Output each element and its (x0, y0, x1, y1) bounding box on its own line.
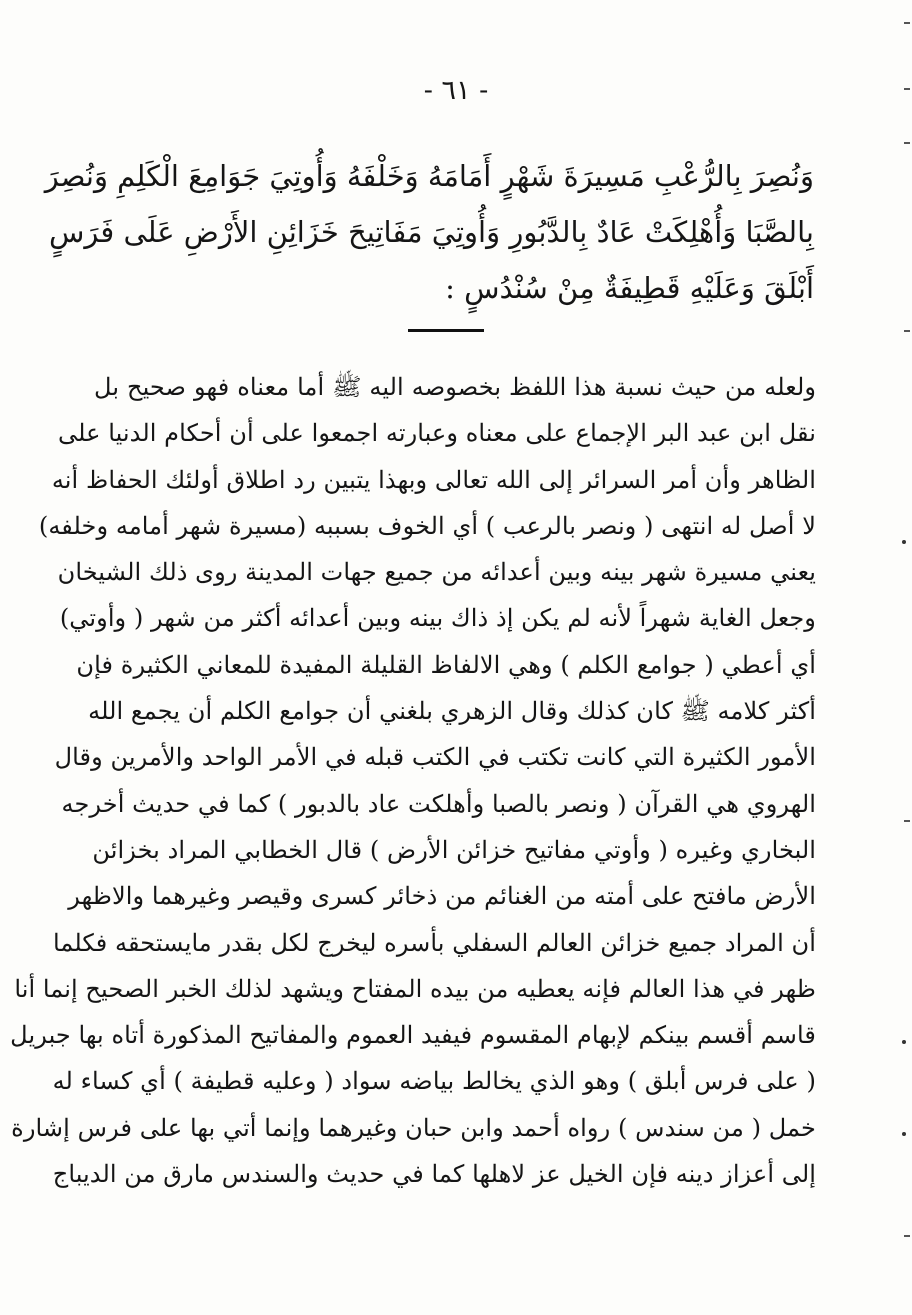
commentary-line: الهروي هي القرآن ( ونصر بالصبا وأهلكت عاد بالدبور ) كما في حديث أخرجه (61, 789, 816, 818)
scan-mark (904, 1235, 910, 1237)
commentary-line: ولعله من حيث نسبة هذا اللفظ بخصوصه اليه ﷺ أما معناه فهو صحيح بل (94, 373, 816, 401)
commentary-line: البخاري وغيره ( وأوتي مفاتيح خزائن الأرض ) قال الخطابي المراد بخزائن (92, 835, 816, 864)
commentary-text-block (10, 364, 816, 1197)
scan-mark (904, 22, 910, 24)
scan-mark (904, 330, 910, 332)
scan-dot (902, 1040, 906, 1044)
commentary-line: الأرض مافتح على أمته من الغنائم من ذخائر كسرى وقيصر وغيرهما والاظهر (68, 882, 816, 911)
commentary-line: ظهر في هذا العالم فإنه يعطيه من بيده المفتاح ويشهد لذلك الخبر الصحيح إنما أنا (14, 974, 816, 1003)
hadith-line: وَنُصِرَ بِالرُّعْبِ مَسِيرَةَ شَهْرٍ أَمَامَهُ وَخَلْفَهُ وَأُوتِيَ جَوَامِعَ الْكَلِمِ وَنُصِرَ (44, 159, 814, 193)
hadith-text-block (44, 148, 814, 316)
scan-edge-marks (898, 0, 912, 1315)
commentary-line: يعني مسيرة شهر بينه وبين أعدائه من جميع جهات المدينة روى ذلك الشيخان (57, 558, 816, 587)
hadith-line: بِالصَّبَا وَأُهْلِكَتْ عَادٌ بِالدَّبُورِ وَأُوتِيَ مَفَاتِيحَ خَزَائِنِ الأَرْضِ عَلَى فَرَسٍ (49, 215, 814, 249)
commentary-line: وجعل الغاية شهراً لأنه لم يكن إذ ذاك بينه وبين أعدائه أكثر من شهر ( وأوتي) (59, 604, 816, 633)
commentary-line: الظاهر وأن أمر السرائر إلى الله تعالى وبهذا يتبين رد اطلاق أولئك الحفاظ أنه (51, 465, 816, 494)
commentary-line: إلى أعزاز دينه فإن الخيل عز لاهلها كما في حديث والسندس مارق من الديباج (52, 1160, 816, 1189)
scan-mark (904, 88, 910, 90)
commentary-line: الأمور الكثيرة التي كانت تكتب في الكتب قبله في الأمر الواحد والأمرين وقال (54, 743, 816, 772)
commentary-line: أن المراد جميع خزائن العالم السفلي بأسره ليخرج لكل بقدر مايستحقه فكلما (53, 928, 816, 957)
commentary-line: قاسم أقسم بينكم لإبهام المقسوم فيفيد العموم والمفاتيح المذكورة أتاه بها جبريل (10, 1021, 816, 1050)
commentary-line: ( على فرس أبلق ) وهو الذي يخالط بياضه سواد ( وعليه قطيفة ) أي كساء له (52, 1067, 816, 1096)
commentary-line: لا أصل له انتهى ( ونصر بالرعب ) أي الخوف بسببه (مسيرة شهر أمامه وخلفه) (38, 511, 816, 540)
scan-mark (904, 142, 910, 144)
page-number: - ٦١ - (423, 75, 489, 106)
scan-dot (902, 540, 906, 544)
commentary-line: أكثر كلامه ﷺ كان كذلك وقال الزهري بلغني أن جوامع الكلم أن يجمع الله (88, 697, 816, 726)
commentary-line: أي أعطي ( جوامع الكلم ) وهي الالفاظ القليلة المفيدة للمعاني الكثيرة فإن (76, 650, 816, 679)
commentary-line: خمل ( من سندس ) رواه أحمد وابن حبان وغيرهما وإنما أتي بها على فرس إشارة (11, 1113, 816, 1142)
commentary-line: نقل ابن عبد البر الإجماع على معناه وعبارته اجمعوا على أن أحكام الدنيا على (57, 419, 816, 448)
hadith-line: أَبْلَقَ وَعَلَيْهِ قَطِيفَةٌ مِنْ سُنْدُسٍ : (445, 271, 814, 305)
scan-dot (902, 1132, 906, 1136)
section-divider (408, 329, 484, 332)
scan-mark (904, 820, 910, 822)
